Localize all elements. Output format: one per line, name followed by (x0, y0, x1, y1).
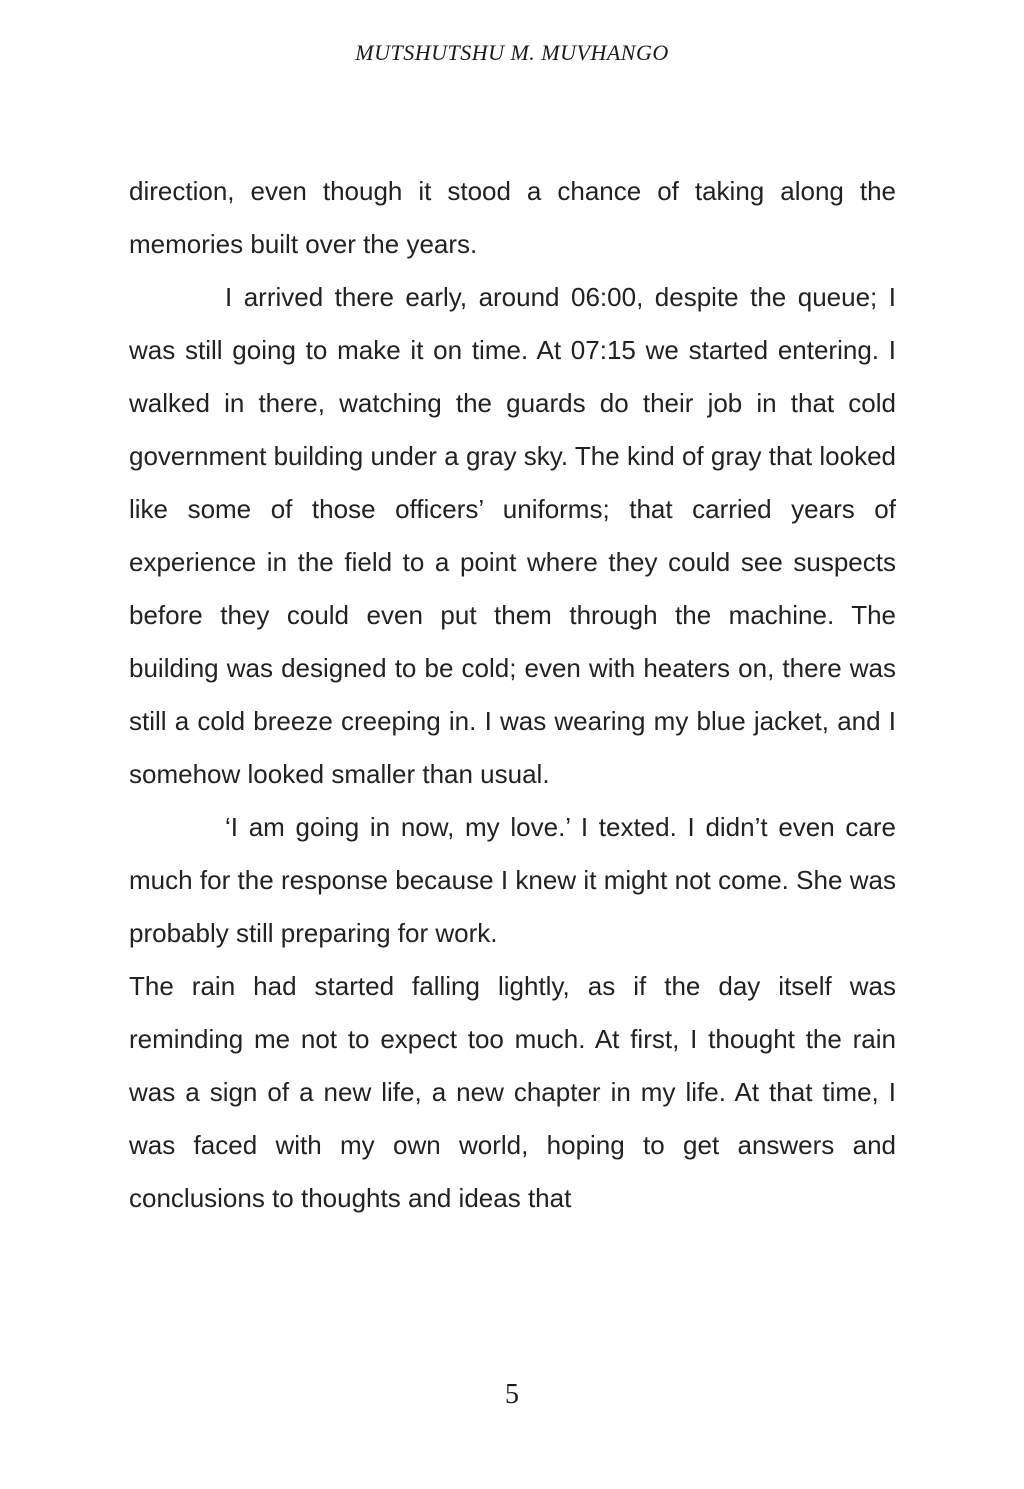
paragraph-3: ‘I am going in now, my love.’ I texted. I didn’t even care much for the response because I knew it might not come. She was probably still preparing for work. (129, 812, 896, 948)
paragraph-4: The rain had started falling lightly, as if the day itself was reminding me not to expect too much. At first, I thought the rain was a sign of a new life, a new chapter in my life. At that time, I was faced with my own world, hoping to get answers and conclusions to thoughts and ideas that (129, 971, 896, 1213)
page-number: 5 (505, 1379, 519, 1410)
body-text (129, 165, 896, 1225)
paragraph-2: I arrived there early, around 06:00, despite the queue; I was still going to make it on time. At 07:15 we started entering. I walked in there, watching the guards do their job in that cold government building under a gray sky. The kind of gray that looked like some of those officers’ uniforms; that carried years of experience in the field to a point where they could see suspects before they could even put them through the machine. The building was designed to be cold; even with heaters on, there was still a cold breeze creeping in. I was wearing my blue jacket, and I somehow looked smaller than usual. (129, 282, 896, 789)
running-head: MUTSHUTSHU M. MUVHANGO (355, 40, 669, 65)
paragraph-1: direction, even though it stood a chance of taking along the memories built over the years. (129, 176, 896, 259)
